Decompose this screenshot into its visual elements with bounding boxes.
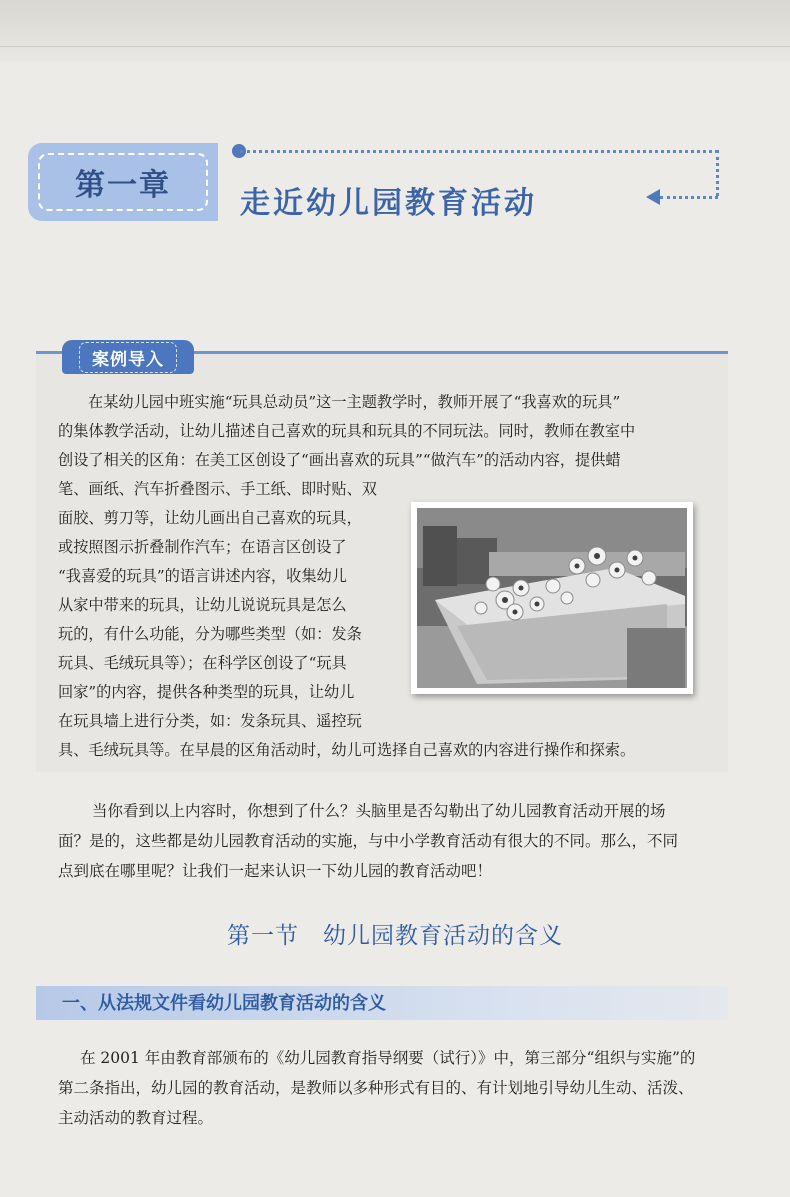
- case-line: 创设了相关的区角：在美工区创设了“画出喜欢的玩具”“做汽车”的活动内容，提供蜡: [58, 451, 621, 469]
- classroom-photo: [411, 502, 693, 694]
- subsection-line: 第二条指出，幼儿园的教育活动，是教师以多种形式有目的、有计划地引导幼儿生动、活泼、: [58, 1079, 694, 1097]
- case-line: 笔、画纸、汽车折叠图示、手工纸、即时贴、双: [58, 480, 377, 498]
- intro-line: 当你看到以上内容时，你想到了什么？头脑里是否勾勒出了幼儿园教育活动开展的场: [92, 802, 666, 820]
- case-line: 回家”的内容，提供各种类型的玩具，让幼儿: [58, 683, 355, 701]
- header-rule: [0, 46, 790, 47]
- dotted-line-top: [240, 150, 718, 153]
- intro-line: 面？是的，这些都是幼儿园教育活动的实施，与中小学教育活动有很大的不同。那么，不同: [58, 832, 679, 850]
- subsection-title: 一、从法规文件看幼儿园教育活动的含义: [62, 993, 386, 1014]
- case-line: 具、毛绒玩具等。在早晨的区角活动时，幼儿可选择自己喜欢的内容进行操作和探索。: [58, 741, 636, 759]
- case-line: 的集体教学活动，让幼儿描述自己喜欢的玩具和玩具的不同玩法。同时，教师在教室中: [58, 422, 636, 440]
- case-line: 面胶、剪刀等，让幼儿画出自己喜欢的玩具，: [58, 509, 362, 527]
- case-line: 在某幼儿园中班实施“玩具总动员”这一主题教学时，教师开展了“我喜欢的玩具”: [88, 393, 621, 411]
- chapter-tab-border: [38, 153, 208, 211]
- chapter-tab: [28, 143, 218, 221]
- chapter-title: 走近幼儿园教育活动: [240, 186, 537, 221]
- classroom-photo-icon: [417, 508, 687, 688]
- case-line: “我喜爱的玩具”的语言讲述内容，收集幼儿: [58, 567, 347, 585]
- case-line: 玩的，有什么功能，分为哪些类型（如：发条: [58, 625, 362, 643]
- case-line: 玩具、毛绒玩具等）；在科学区创设了“玩具: [58, 654, 347, 672]
- arrow-left-icon: [646, 189, 660, 205]
- subsection-line: 在 2001 年由教育部颁布的《幼儿园教育指导纲要（试行）》中，第三部分“组织与实施”的: [80, 1049, 696, 1067]
- case-line: 在玩具墙上进行分类，如：发条玩具、遥控玩: [58, 712, 362, 730]
- page-header-band: [0, 0, 790, 62]
- case-tab-label: 案例导入: [79, 342, 177, 373]
- intro-line: 点到底在哪里呢？让我们一起来认识一下幼儿园的教育活动吧！: [58, 862, 493, 880]
- dotted-line-bottom: [660, 196, 718, 199]
- case-line: 或按照图示折叠制作汽车；在语言区创设了: [58, 538, 347, 556]
- section-title: 第一节 幼儿园教育活动的含义: [227, 923, 563, 949]
- dotted-line-right: [716, 150, 719, 196]
- subsection-line: 主动活动的教育过程。: [58, 1109, 214, 1127]
- case-tab: [62, 340, 194, 374]
- case-line: 从家中带来的玩具，让幼儿说说玩具是怎么: [58, 596, 347, 614]
- chapter-label: 第一章: [75, 168, 171, 203]
